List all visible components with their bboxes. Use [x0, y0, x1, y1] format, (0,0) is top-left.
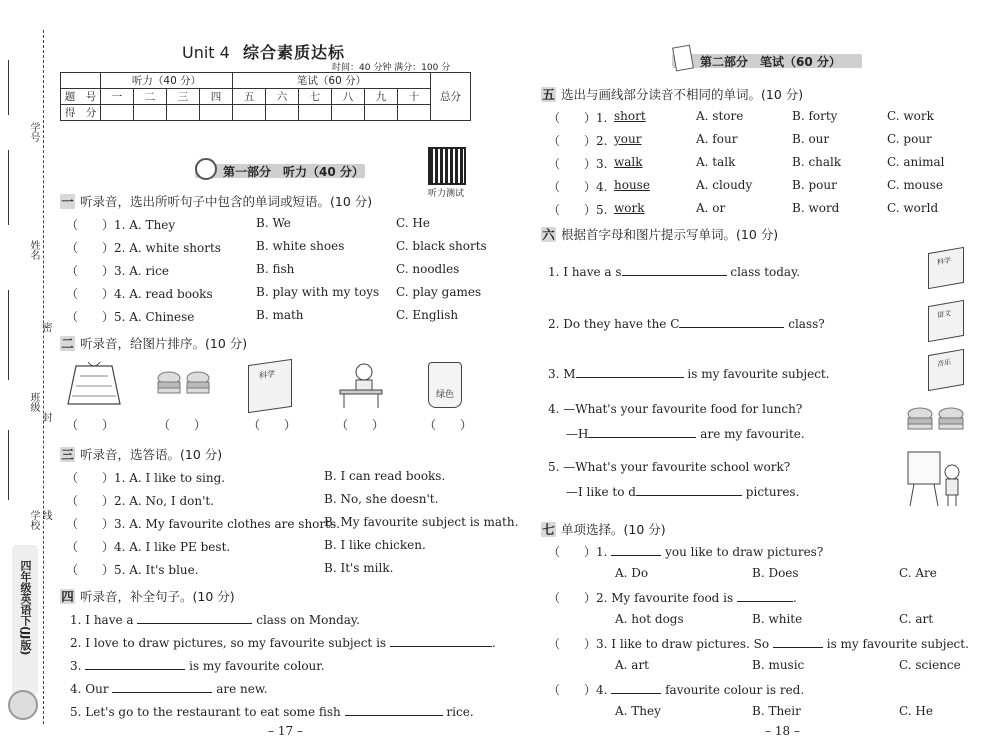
hamburgers-picture [156, 370, 212, 398]
option-a: A. or [696, 201, 726, 215]
option-c: C. work [887, 109, 934, 123]
score-table [60, 72, 471, 121]
question-text: （ ）4. A. read books [66, 287, 213, 301]
target-word: house [614, 178, 650, 192]
fill-sentence [70, 611, 360, 627]
score-cell[interactable] [266, 105, 299, 121]
sentence-pre: 3. M [548, 367, 576, 381]
option-c: C. art [899, 612, 934, 626]
option-b: B. our [792, 132, 830, 146]
book-label: 音乐 [937, 358, 951, 369]
fill-sentence [70, 657, 325, 673]
fill-sentence [70, 703, 474, 719]
margin-line [8, 150, 9, 225]
section-number: 一 [61, 194, 74, 209]
option-c: C. world [887, 201, 939, 215]
score-cell[interactable] [299, 105, 332, 121]
section-number: 七 [542, 522, 555, 537]
sentence-post: class today. [730, 265, 801, 279]
question-text: （ ）2. A. No, I don't. [66, 494, 215, 508]
hamburgers-picture [906, 406, 966, 434]
sentence-post: rice. [446, 705, 474, 719]
col-num: 七 [299, 89, 332, 105]
page-number-left: – 17 – [268, 724, 303, 738]
col-num: 五 [233, 89, 266, 105]
col-num: 四 [200, 89, 233, 105]
book-series-label: 四年级英语下(JJ版) [19, 560, 32, 656]
part2-title: 第二部分 笔试（60 分） [700, 55, 841, 69]
section-title: 根据首字母和图片提示写单词。(10 分) [561, 227, 779, 242]
option-a: A. hot dogs [615, 612, 684, 626]
option-c: C. pour [887, 132, 932, 146]
col-num: 九 [365, 89, 398, 105]
option-b: B. white [752, 612, 803, 626]
margin-label-mi: 密 [40, 322, 51, 332]
mc-question [548, 681, 804, 698]
col-num: 六 [266, 89, 299, 105]
margin-label-class: 班级 [28, 392, 39, 412]
answer-blank[interactable] [611, 681, 661, 694]
science-book-picture [248, 359, 292, 413]
part1-banner [195, 160, 365, 180]
section-number: 四 [61, 589, 74, 604]
section-number: 六 [542, 227, 555, 242]
option-b: B. I like chicken. [324, 538, 426, 552]
option-a: A. store [696, 109, 744, 123]
question-text: （ ）5. A. It's blue. [66, 563, 199, 577]
mc-question [548, 635, 969, 652]
answer-blank[interactable] [137, 611, 252, 624]
section-3-heading [60, 445, 222, 463]
answer-blank[interactable] [85, 657, 185, 670]
book-label: 科学 [937, 256, 951, 267]
margin-label-school: 学校 [28, 510, 39, 530]
writing-header: 笔试（60 分） [233, 73, 431, 89]
sentence-pre: 1. I have a s [548, 265, 622, 279]
sentence-post: class on Monday. [256, 613, 360, 627]
option-b: B. chalk [792, 155, 842, 169]
title-chinese: 综合素质达标 [242, 43, 345, 62]
answer-blank[interactable] [576, 365, 684, 378]
question-text: （ ）1. A. They [66, 218, 176, 232]
part2-banner [672, 50, 862, 70]
section-5-heading [541, 85, 803, 103]
option-c: C. He [899, 704, 933, 718]
question-text: （ ）3. A. rice [66, 264, 169, 278]
time-info: 时间：40 分钟 满分：100 分 [332, 63, 451, 73]
sentence-post: is my favourite subject. [687, 367, 830, 381]
target-word: short [614, 109, 646, 123]
answer-paren[interactable]: （ ） [158, 418, 207, 432]
question-text: （ ）3. A. My favourite clothes are shorts. [66, 517, 340, 531]
sentence-pre: 2. Do they have the C [548, 317, 680, 331]
mascot-icon [8, 690, 38, 720]
score-cell[interactable] [200, 105, 233, 121]
option-b: B. play with my toys [256, 285, 380, 299]
fill-sentence [548, 263, 800, 279]
section-title: 听录音，选出所听句子中包含的单词或短语。(10 分) [80, 194, 373, 209]
section-title: 听录音，选答语。(10 分) [80, 447, 223, 462]
option-b: B. My favourite subject is math. [324, 515, 519, 529]
section-number: 三 [61, 447, 74, 462]
sentence-pre: 1. I have a [70, 613, 134, 627]
question-text: （ ）5. A. Chinese [66, 310, 195, 324]
fill-sentence [548, 365, 830, 381]
section-title: 听录音，给图片排序。(10 分) [80, 336, 248, 351]
target-word: your [614, 132, 642, 146]
question-post: favourite colour is red. [665, 683, 805, 697]
sentence-post: is my favourite colour. [189, 659, 325, 673]
option-b: B. math [256, 308, 304, 322]
listening-header: 听力（40 分） [101, 73, 233, 89]
target-word: walk [614, 155, 643, 169]
col-num: 十 [398, 89, 431, 105]
question-pre: （ ）2. My favourite food is [548, 591, 734, 605]
margin-label-student-id: 学号 [28, 122, 39, 142]
option-a: A. cloudy [696, 178, 753, 192]
answer-blank[interactable] [679, 315, 784, 328]
option-a: A. talk [696, 155, 736, 169]
fill-sentence [548, 315, 825, 331]
answer-blank[interactable] [611, 543, 661, 556]
score-table-corner [61, 73, 101, 89]
answer-blank[interactable] [622, 263, 727, 276]
answer-paren[interactable]: （ ） [424, 418, 473, 432]
option-a: A. art [615, 658, 650, 672]
option-b: B. Their [752, 704, 801, 718]
sentence-pre: 5. Let's go to the restaurant to eat some fish [70, 705, 341, 719]
margin-label-feng: 封 [40, 412, 51, 422]
fill-sentence [566, 425, 805, 441]
chinese-book-picture [928, 300, 964, 342]
answer-blank[interactable] [588, 425, 696, 438]
question-post: is my favourite subject. [826, 637, 969, 651]
question-pre: （ ）4. [548, 683, 608, 697]
option-b: B. We [256, 216, 291, 230]
sentence-post: are new. [216, 682, 268, 696]
col-num: 二 [134, 89, 167, 105]
score-cell[interactable] [167, 105, 200, 121]
book-label: 科学 [259, 369, 275, 381]
score-cell[interactable] [332, 105, 365, 121]
answer-blank[interactable] [345, 703, 443, 716]
section-title: 单项选择。(10 分) [561, 522, 666, 537]
book-label: 语文 [937, 309, 951, 320]
sentence-post: . [491, 636, 496, 650]
question-text: （ ）4. A. I like PE best. [66, 540, 231, 554]
question-post: you like to draw pictures? [665, 545, 824, 559]
option-b: B. pour [792, 178, 837, 192]
section-6-heading [541, 225, 778, 243]
option-b: B. forty [792, 109, 838, 123]
page-number-right: – 18 – [765, 724, 800, 738]
score-cell[interactable] [134, 105, 167, 121]
option-c: C. He [396, 216, 430, 230]
margin-line [8, 60, 9, 115]
answer-paren[interactable]: （ ） [248, 418, 297, 432]
fill-sentence [566, 483, 799, 499]
margin-line [8, 290, 9, 380]
question-num: （ ）4. [548, 180, 608, 194]
section-4-heading [60, 587, 235, 605]
sentence-post: are my favourite. [700, 427, 805, 441]
option-b: B. word [792, 201, 840, 215]
question-text: （ ）1. A. I like to sing. [66, 471, 226, 485]
mc-question [548, 589, 797, 606]
score-cell[interactable] [398, 105, 431, 121]
option-b: B. Does [752, 566, 799, 580]
section-number: 五 [542, 87, 555, 102]
section-number: 二 [61, 336, 74, 351]
sentence-post: pictures. [745, 485, 800, 499]
option-b: B. white shoes [256, 239, 345, 253]
col-num: 一 [101, 89, 134, 105]
sentence-post: class? [788, 317, 825, 331]
question-text: （ ）2. A. white shorts [66, 241, 221, 255]
option-c: C. noodles [396, 262, 460, 276]
answer-paren[interactable]: （ ） [336, 418, 385, 432]
section-2-heading [60, 334, 247, 352]
fill-sentence [70, 634, 496, 650]
question-pre: （ ）3. I like to draw pictures. So [548, 637, 770, 651]
question-pre: （ ）1. [548, 545, 608, 559]
option-b: B. music [752, 658, 805, 672]
part1-title: 第一部分 听力（40 分） [223, 165, 364, 179]
option-b: B. I can read books. [324, 469, 446, 483]
answer-blank[interactable] [737, 589, 793, 602]
question-num: （ ）3. [548, 157, 608, 171]
sentence-pre: 3. [70, 659, 82, 673]
option-c: C. black shorts [396, 239, 487, 253]
option-c: C. Are [899, 566, 937, 580]
margin-line [8, 430, 9, 500]
answer-blank[interactable] [636, 483, 742, 496]
answer-blank[interactable] [390, 634, 492, 647]
option-c: C. mouse [887, 178, 943, 192]
score-cell[interactable] [101, 105, 134, 121]
question-num: （ ）5. [548, 203, 608, 217]
score-cell[interactable] [365, 105, 398, 121]
sentence-pre: —H [566, 427, 589, 441]
answer-blank[interactable] [773, 635, 823, 648]
unit-title [182, 40, 345, 63]
target-word: work [614, 201, 645, 215]
paint-bucket-picture [428, 362, 462, 408]
science-book-picture [928, 247, 964, 289]
music-book-picture [928, 349, 964, 391]
option-b: B. fish [256, 262, 295, 276]
fill-sentence [70, 680, 268, 696]
question-line: 5. —What's your favourite school work? [548, 460, 791, 474]
option-a: A. They [615, 704, 661, 718]
qr-caption: 听力测试 [428, 189, 465, 199]
section-title: 选出与画线部分读音不相同的单词。(10 分) [561, 87, 804, 102]
answer-paren[interactable]: （ ） [66, 418, 115, 432]
col-num: 八 [332, 89, 365, 105]
option-b: B. It's milk. [324, 561, 394, 575]
answer-blank[interactable] [112, 680, 212, 693]
mc-question [548, 543, 823, 560]
row-label-number: 题 号 [61, 89, 101, 105]
option-a: A. Do [615, 566, 649, 580]
section-title: 听录音，补全句子。(10 分) [80, 589, 235, 604]
easel-drawing-picture [904, 448, 966, 508]
sentence-pre: —I like to d [566, 485, 636, 499]
option-c: C. play games [396, 285, 482, 299]
boy-drawing-picture [336, 360, 386, 410]
row-label-score: 得 分 [61, 105, 101, 121]
option-a: A. four [696, 132, 738, 146]
question-num: （ ）2. [548, 134, 608, 148]
skirt-picture [66, 358, 122, 408]
section-7-heading [541, 520, 666, 538]
margin-label-xian: 线 [40, 510, 51, 520]
bucket-label: 绿色 [435, 390, 454, 400]
option-b: B. No, she doesn't. [324, 492, 439, 506]
question-line: 4. —What's your favourite food for lunch? [548, 402, 803, 416]
qr-code-icon[interactable] [428, 147, 466, 185]
margin-label-name: 姓名 [28, 240, 39, 260]
section-1-heading [60, 192, 372, 210]
sentence-pre: 2. I love to draw pictures, so my favourite subject is [70, 636, 387, 650]
question-post: . [793, 591, 797, 605]
total-header: 总分 [431, 73, 471, 121]
sentence-pre: 4. Our [70, 682, 109, 696]
binding-dashed-line [43, 30, 44, 724]
option-c: C. English [396, 308, 459, 322]
unit-label: Unit 4 [182, 43, 230, 62]
col-num: 三 [167, 89, 200, 105]
question-num: （ ）1. [548, 111, 608, 125]
option-c: C. animal [887, 155, 945, 169]
score-cell[interactable] [233, 105, 266, 121]
option-c: C. science [899, 658, 961, 672]
